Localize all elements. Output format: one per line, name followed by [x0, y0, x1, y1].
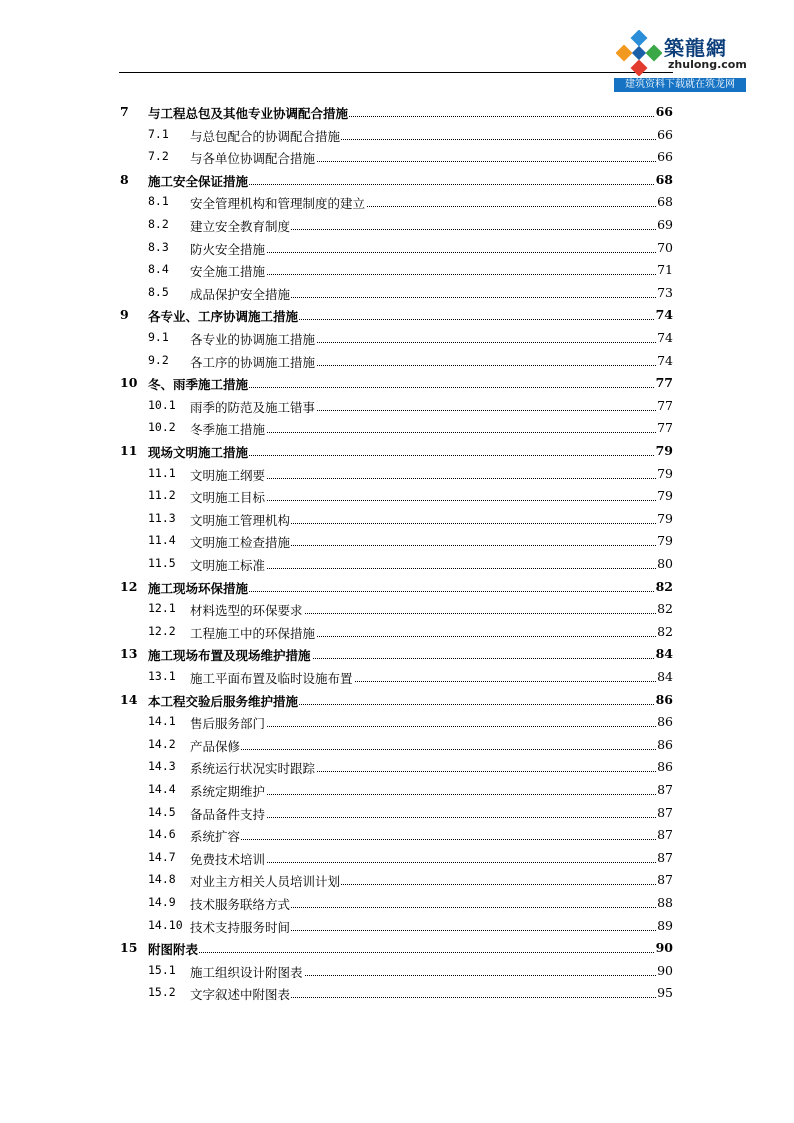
toc-chapter-entry[interactable]	[0, 642, 794, 664]
toc-entry-page: 87	[657, 782, 673, 797]
toc-section-entry[interactable]	[0, 620, 794, 642]
toc-entry-number: 13.1	[148, 669, 176, 683]
toc-entry-title: 与工程总包及其他专业协调配合措施	[148, 106, 349, 121]
toc-chapter-entry[interactable]	[0, 100, 794, 122]
toc-entry-number: 11.3	[148, 510, 176, 525]
toc-entry-number: 14.7	[148, 849, 176, 864]
toc-entry-title: 本工程交验后服务维护措施	[148, 693, 299, 709]
toc-entry-title: 产品保修	[190, 738, 241, 754]
toc-section-entry[interactable]	[0, 846, 794, 868]
toc-section-entry[interactable]	[0, 891, 794, 913]
toc-section-entry[interactable]	[0, 529, 794, 551]
toc-entry-page: 82	[657, 623, 673, 639]
toc-entry-page: 82	[657, 601, 673, 617]
toc-entry-title: 雨季的防范及施工错事	[190, 399, 316, 415]
toc-entry-page: 95	[657, 985, 673, 1001]
toc-entry-number: 14.4	[148, 782, 176, 796]
toc-entry-title: 防火安全措施	[190, 241, 266, 257]
toc-entry-title: 冬、雨季施工措施	[148, 377, 249, 393]
toc-chapter-entry[interactable]	[0, 688, 794, 710]
logo-slogan: 建筑资料下载就在筑龙网	[614, 78, 746, 92]
toc-entry-page: 71	[657, 262, 673, 278]
toc-entry-page: 77	[657, 397, 673, 413]
toc-entry-title: 各工序的协调施工措施	[190, 354, 316, 370]
toc-section-entry[interactable]	[0, 710, 794, 732]
toc-entry-page: 79	[655, 443, 673, 458]
toc-section-entry[interactable]	[0, 484, 794, 506]
toc-entry-page: 66	[657, 149, 673, 165]
toc-entry-title: 各专业的协调施工措施	[190, 332, 316, 347]
toc-entry-page: 88	[657, 895, 673, 910]
toc-entry-number: 12.1	[148, 601, 176, 616]
toc-dot-leader	[148, 952, 672, 953]
toc-section-entry[interactable]	[0, 597, 794, 619]
toc-entry-title: 施工现场布置及现场维护措施	[148, 648, 311, 664]
toc-entry-number: 15.2	[148, 985, 176, 1000]
toc-entry-number: 11.1	[148, 465, 176, 480]
toc-entry-number: 14.10	[148, 917, 183, 932]
toc-entry-title: 文明施工检查措施	[190, 535, 291, 551]
toc-entry-number: 8.4	[148, 262, 169, 277]
toc-entry-page: 66	[655, 104, 673, 119]
toc-entry-title: 安全施工措施	[190, 264, 266, 280]
toc-section-entry[interactable]	[0, 552, 794, 574]
toc-section-entry[interactable]	[0, 462, 794, 484]
toc-entry-number: 11.5	[148, 556, 176, 570]
toc-section-entry[interactable]	[0, 733, 794, 755]
toc-entry-page: 74	[657, 352, 673, 368]
toc-chapter-entry[interactable]	[0, 303, 794, 325]
toc-entry-page: 79	[657, 465, 673, 481]
toc-entry-number: 9.2	[148, 352, 169, 367]
toc-entry-number: 11	[120, 443, 138, 458]
toc-entry-number: 7.1	[148, 126, 169, 141]
toc-entry-title: 附图附表	[148, 942, 199, 958]
toc-entry-number: 15	[120, 940, 138, 956]
toc-section-entry[interactable]	[0, 145, 794, 167]
toc-entry-number: 14.9	[148, 895, 176, 909]
toc-entry-title: 系统运行状况实时跟踪	[190, 761, 316, 777]
toc-section-entry[interactable]	[0, 755, 794, 777]
toc-entry-page: 74	[655, 307, 673, 323]
toc-entry-page: 79	[657, 488, 673, 504]
toc-dot-leader	[190, 749, 672, 750]
toc-section-entry[interactable]	[0, 665, 794, 687]
toc-entry-number: 8.3	[148, 239, 169, 254]
toc-entry-number: 14.5	[148, 804, 176, 819]
toc-entry-page: 84	[657, 669, 673, 684]
toc-entry-title: 与总包配合的协调配合措施	[190, 128, 341, 144]
toc-section-entry[interactable]	[0, 349, 794, 371]
toc-entry-page: 80	[657, 556, 673, 571]
toc-section-entry[interactable]	[0, 959, 794, 981]
toc-entry-title: 文明施工标准	[190, 558, 266, 573]
toc-section-entry[interactable]	[0, 236, 794, 258]
toc-entry-number: 8.1	[148, 194, 169, 209]
toc-entry-title: 建立安全教育制度	[190, 219, 291, 234]
toc-entry-page: 73	[657, 284, 673, 300]
zhulong-logo	[612, 26, 750, 92]
toc-entry-title: 文明施工目标	[190, 490, 266, 506]
toc-entry-page: 66	[657, 126, 673, 142]
toc-entry-page: 86	[657, 759, 673, 775]
logo-brand-cn: 築龍網	[664, 36, 727, 60]
toc-entry-number: 14.2	[148, 736, 176, 751]
toc-entry-page: 82	[655, 578, 673, 594]
toc-entry-number: 7.2	[148, 149, 169, 164]
toc-entry-number: 10.1	[148, 397, 176, 412]
toc-section-entry[interactable]	[0, 394, 794, 416]
toc-entry-page: 87	[657, 872, 673, 888]
toc-chapter-entry[interactable]	[0, 371, 794, 393]
toc-entry-title: 技术服务联络方式	[190, 897, 291, 912]
toc-chapter-entry[interactable]	[0, 168, 794, 190]
toc-entry-title: 安全管理机构和管理制度的建立	[190, 196, 366, 212]
toc-entry-title: 施工平面布置及临时设施布置	[190, 671, 353, 686]
toc-section-entry[interactable]	[0, 823, 794, 845]
toc-entry-number: 12.2	[148, 623, 176, 638]
toc-entry-page: 89	[657, 917, 673, 933]
toc-entry-page: 84	[655, 646, 673, 662]
toc-chapter-entry[interactable]	[0, 439, 794, 461]
toc-entry-number: 14.6	[148, 827, 176, 842]
toc-section-entry[interactable]	[0, 258, 794, 280]
toc-section-entry[interactable]	[0, 326, 794, 348]
toc-entry-title: 施工现场环保措施	[148, 580, 249, 596]
toc-entry-page: 86	[657, 714, 673, 730]
toc-entry-title: 冬季施工措施	[190, 422, 266, 438]
toc-entry-number: 8.5	[148, 284, 169, 299]
toc-entry-number: 8.2	[148, 217, 169, 231]
toc-entry-page: 74	[657, 330, 673, 345]
toc-entry-number: 11.4	[148, 533, 176, 548]
toc-entry-title: 备品备件支持	[190, 806, 266, 822]
toc-entry-page: 79	[657, 533, 673, 549]
toc-entry-number: 14.1	[148, 714, 176, 729]
toc-entry-number: 9	[120, 307, 129, 323]
toc-section-entry[interactable]	[0, 281, 794, 303]
toc-entry-number: 9.1	[148, 330, 169, 344]
toc-entry-number: 14.8	[148, 872, 176, 887]
toc-entry-title: 文明施工管理机构	[190, 512, 291, 528]
toc-section-entry[interactable]	[0, 801, 794, 823]
toc-entry-page: 87	[657, 804, 673, 820]
toc-entry-title: 文明施工纲要	[190, 467, 266, 483]
toc-entry-number: 15.1	[148, 962, 176, 977]
toc-entry-title: 系统扩容	[190, 829, 241, 845]
toc-entry-number: 8	[120, 171, 129, 187]
toc-entry-number: 14	[120, 691, 138, 707]
toc-section-entry[interactable]	[0, 507, 794, 529]
toc-entry-number: 14.3	[148, 759, 176, 774]
toc-entry-number: 13	[120, 646, 138, 662]
toc-entry-title: 工程施工中的环保措施	[190, 625, 316, 641]
toc-entry-number: 10	[120, 375, 138, 391]
toc-section-entry[interactable]	[0, 778, 794, 800]
toc-section-entry[interactable]	[0, 213, 794, 235]
toc-entry-page: 86	[657, 736, 673, 752]
toc-entry-title: 各专业、工序协调施工措施	[148, 309, 299, 325]
toc-chapter-entry[interactable]	[0, 936, 794, 958]
toc-entry-title: 免费技术培训	[190, 851, 266, 867]
toc-chapter-entry[interactable]	[0, 575, 794, 597]
toc-entry-page: 90	[657, 962, 673, 978]
toc-entry-page: 68	[655, 171, 673, 187]
toc-entry-title: 施工安全保证措施	[148, 173, 249, 189]
toc-entry-title: 文字叙述中附图表	[190, 987, 291, 1003]
toc-entry-title: 售后服务部门	[190, 716, 266, 732]
toc-entry-title: 系统定期维护	[190, 784, 266, 799]
zhulong-logo-icon	[616, 30, 662, 76]
toc-entry-title: 现场文明施工措施	[148, 445, 249, 460]
toc-section-entry[interactable]	[0, 868, 794, 890]
toc-entry-page: 77	[655, 375, 673, 391]
toc-entry-number: 12	[120, 578, 138, 594]
toc-section-entry[interactable]	[0, 416, 794, 438]
toc-entry-page: 86	[655, 691, 673, 707]
toc-entry-title: 施工组织设计附图表	[190, 964, 303, 980]
toc-entry-page: 79	[657, 510, 673, 526]
toc-entry-page: 90	[655, 940, 673, 956]
header-rule	[119, 72, 673, 73]
toc-entry-page: 87	[657, 849, 673, 865]
toc-entry-title: 对业主方相关人员培训计划	[190, 874, 341, 890]
toc-entry-title: 技术支持服务时间	[190, 919, 291, 935]
toc-section-entry[interactable]	[0, 981, 794, 1003]
toc-entry-page: 77	[657, 420, 673, 436]
toc-entry-page: 87	[657, 827, 673, 843]
toc-entry-page: 70	[657, 239, 673, 255]
toc-entry-title: 材料选型的环保要求	[190, 603, 303, 619]
toc-entry-title: 与各单位协调配合措施	[190, 151, 316, 167]
toc-section-entry[interactable]	[0, 190, 794, 212]
toc-entry-number: 10.2	[148, 420, 176, 435]
toc-entry-number: 7	[120, 104, 129, 119]
toc-section-entry[interactable]	[0, 123, 794, 145]
logo-brand-en: zhulong.com	[668, 58, 747, 71]
toc-dot-leader	[190, 839, 672, 840]
toc-entry-title: 成品保护安全措施	[190, 286, 291, 302]
toc-section-entry[interactable]	[0, 914, 794, 936]
toc-entry-number: 11.2	[148, 488, 176, 503]
toc-entry-page: 69	[657, 217, 673, 232]
toc-entry-page: 68	[657, 194, 673, 210]
